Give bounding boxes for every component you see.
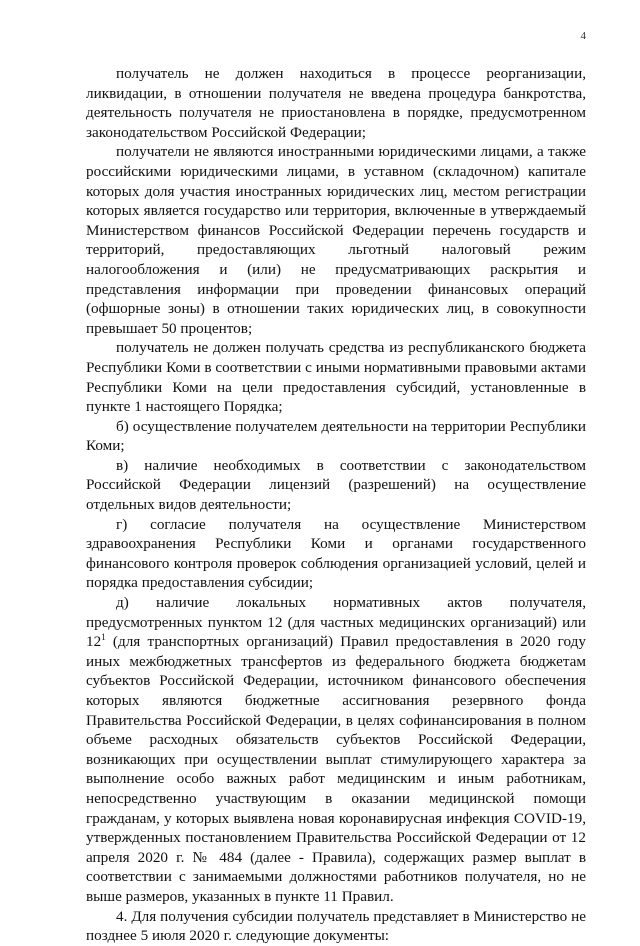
paragraph-foreign-entities: получатели не являются иностранными юридическими лицами, а также российскими юридическими лицами, в уставном (складочном) капитале которых доля участия иностранных юридических лиц, местом регистрации которых является государство или территория, включенные в утверждаемый Министерством финансов Российской Федерации перечень государств и территорий, предоставляющих льготный налоговый режим налогообложения и (или) не предусматривающих раскрытия и представления информации при проведении финансовых операций (офшорные зоны) в отношении таких юридических лиц, в совокупности превышает 50 процентов; [86,143,586,337]
item-d-text-start: д) наличие локальных нормативных актов получателя, предусмотренных пунктом 12 (для частных медицинских организаций) или 12 [86,594,586,651]
paragraph-item-d [86,593,586,907]
paragraph-recipient-reorganization: получатель не должен находиться в процессе реорганизации, ликвидации, в отношении получателя не введена процедура банкротства, деятельность получателя не приостановлена в порядке, предусмотренном законодательством Российской Федерации; [86,65,586,141]
paragraph-section-4: 4. Для получения субсидии получатель представляет в Министерство не позднее 5 июля 2020 г. следующие документы: [86,907,586,945]
paragraph-item-g: г) согласие получателя на осуществление Министерством здравоохранения Республики Коми и органами государственного финансового контроля проверок соблюдения организацией условий, целей и порядка предоставления субсидии; [86,515,586,592]
item-d-text-end: (для транспортных организаций) Правил предоставления в 2020 году иных межбюджетных трансфертов из федерального бюджета бюджетам субъектов Российской Федерации, источником финансового обеспечения которых являются бюджетные ассигнования резервного фонда Правительства Российской Федерации, в целях софинансирования в полном объеме расходных обязательств субъектов Российской Федерации, возникающих при осуществлении выплат стимулирующего характера за выполнение особо важных работ медицинским и иным работникам, непосредственно участвующим в оказании медицинской помощи гражданам, у которых выявлена новая коронавирусная инфекция COVID-19, утвержденных постановлением Правительства Российской Федерации от 12 апреля 2020 г. № 484 (далее - Правила), содержащих размер выплат в соответствии с занимаемыми должностями работников получателя, но не выше размеров, указанных в пункте 11 Правил. [86,633,586,905]
body-text [86,64,586,946]
page-number: 4 [580,30,586,42]
paragraph-republican-budget: получатель не должен получать средства из республиканского бюджета Республики Коми в соответствии с иными нормативными правовыми актами Республики Коми на цели предоставления субсидий, установленные в пункте 1 настоящего Порядка; [86,339,586,416]
paragraph-item-b: б) осуществление получателем деятельности на территории Республики Коми; [86,417,586,455]
item-d-superscript: 1 [101,632,106,643]
paragraph-item-v: в) наличие необходимых в соответствии с законодательством Российской Федерации лицензий (разрешений) на осуществление отдельных видов деятельности; [86,456,586,514]
